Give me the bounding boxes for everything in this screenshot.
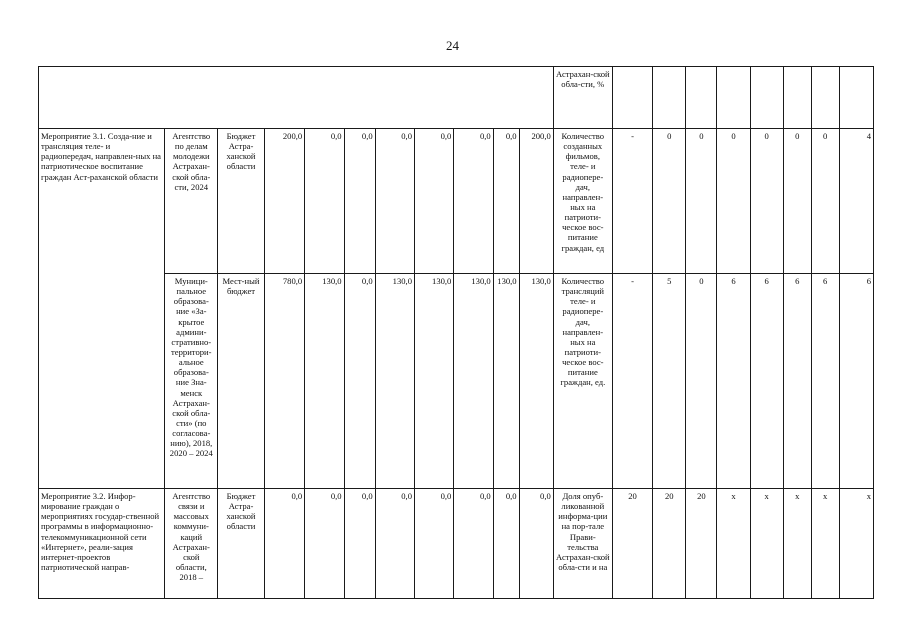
executor-cell: Муници-пальное образова-ние «За-крытое админи-стративно-территори-альное образова-ние Зна-менск Астрахан-ской обла-сти» (по согласова-нию), 2018, 2020 – 2024 (165, 274, 218, 489)
indicator-value-cell: x (783, 489, 811, 599)
funding-source-cell: Мест-ный бюджет (218, 274, 265, 489)
amount-cell: 780,0 (264, 274, 304, 489)
amount-cell: 0,0 (415, 489, 454, 599)
amount-cell: 130,0 (519, 274, 553, 489)
indicator-cell: Количество трансляций теле- и радиопере-дач, направлен-ных на патриоти-ческое вос-питание граждан, ед. (553, 274, 612, 489)
indicator-value-cell: x (750, 489, 783, 599)
measure-cell: Мероприятие 3.1. Созда-ние и трансляция теле- и радиопередач, направлен-ных на патриотическое воспитание граждан Аст-раханской области (39, 129, 165, 489)
table-row (39, 489, 874, 599)
amount-cell: 0,0 (415, 129, 454, 274)
amount-cell: 0,0 (375, 129, 414, 274)
funding-source-cell: Бюджет Астра-ханской области (218, 489, 265, 599)
page-number: 24 (446, 38, 459, 53)
amount-cell: 0,0 (375, 489, 414, 599)
amount-cell: 0,0 (493, 129, 519, 274)
amount-cell: 0,0 (305, 129, 344, 274)
indicator-value-cell: x (839, 489, 873, 599)
indicator-value-cell: 0 (653, 129, 686, 274)
amount-cell: 0,0 (305, 489, 344, 599)
amount-cell: 130,0 (454, 274, 493, 489)
indicator-value-cell: 6 (811, 274, 839, 489)
amount-cell: 200,0 (519, 129, 553, 274)
amount-cell: 130,0 (493, 274, 519, 489)
indicator-value-cell: - (612, 129, 652, 274)
header-continuation-cell (39, 67, 554, 129)
indicator-value-cell: x (811, 489, 839, 599)
program-table (38, 66, 874, 599)
indicator-value-cell: 0 (686, 129, 717, 274)
indicator-value-cell: 20 (653, 489, 686, 599)
executor-cell: Агентство по делам молодежи Астрахан-ской обла-сти, 2024 (165, 129, 218, 274)
amount-cell: 0,0 (454, 489, 493, 599)
indicator-value-cell: 0 (750, 129, 783, 274)
indicator-value-cell: x (717, 489, 750, 599)
indicator-value-cell: 5 (653, 274, 686, 489)
amount-cell: 0,0 (454, 129, 493, 274)
indicator-value-cell: 6 (717, 274, 750, 489)
indicator-value-cell: 6 (839, 274, 873, 489)
indicator-value-cell: 20 (612, 489, 652, 599)
amount-cell: 130,0 (375, 274, 414, 489)
amount-cell: 0,0 (344, 274, 375, 489)
indicator-cell: Доля опуб-ликованной информа-ции на пор-тале Прави-тельства Астрахан-ской обла-сти и на (553, 489, 612, 599)
indicator-cell: Количество созданных фильмов, теле- и радиопере-дач, направлен-ных на патриоти-ческое вос-питание граждан, ед (553, 129, 612, 274)
amount-cell: 130,0 (305, 274, 344, 489)
funding-source-cell: Бюджет Астра-ханской области (218, 129, 265, 274)
indicator-value-cell: 4 (839, 129, 873, 274)
amount-cell: 0,0 (344, 489, 375, 599)
amount-cell: 0,0 (264, 489, 304, 599)
indicator-value-cell: 0 (717, 129, 750, 274)
indicator-value-cell: 0 (811, 129, 839, 274)
amount-cell: 200,0 (264, 129, 304, 274)
amount-cell: 130,0 (415, 274, 454, 489)
amount-cell: 0,0 (493, 489, 519, 599)
executor-cell: Агентство связи и массовых коммуни-каций Астрахан-ской области, 2018 – (165, 489, 218, 599)
indicator-value-cell: - (612, 274, 652, 489)
amount-cell: 0,0 (519, 489, 553, 599)
indicator-value-cell: 0 (783, 129, 811, 274)
indicator-header-tail: Астрахан-ской обла-сти, % (553, 67, 612, 129)
indicator-value-cell: 20 (686, 489, 717, 599)
amount-cell: 0,0 (344, 129, 375, 274)
indicator-value-cell: 6 (783, 274, 811, 489)
indicator-value-cell: 6 (750, 274, 783, 489)
measure-cell: Мероприятие 3.2. Инфор-мирование граждан о мероприятиях государ-ственной программы в информационно-телекоммуникационной сети «Интернет», реали-зация интернет-проектов патриотической направ- (39, 489, 165, 599)
indicator-value-cell: 0 (686, 274, 717, 489)
table-row (39, 129, 874, 274)
table-row (39, 67, 874, 129)
